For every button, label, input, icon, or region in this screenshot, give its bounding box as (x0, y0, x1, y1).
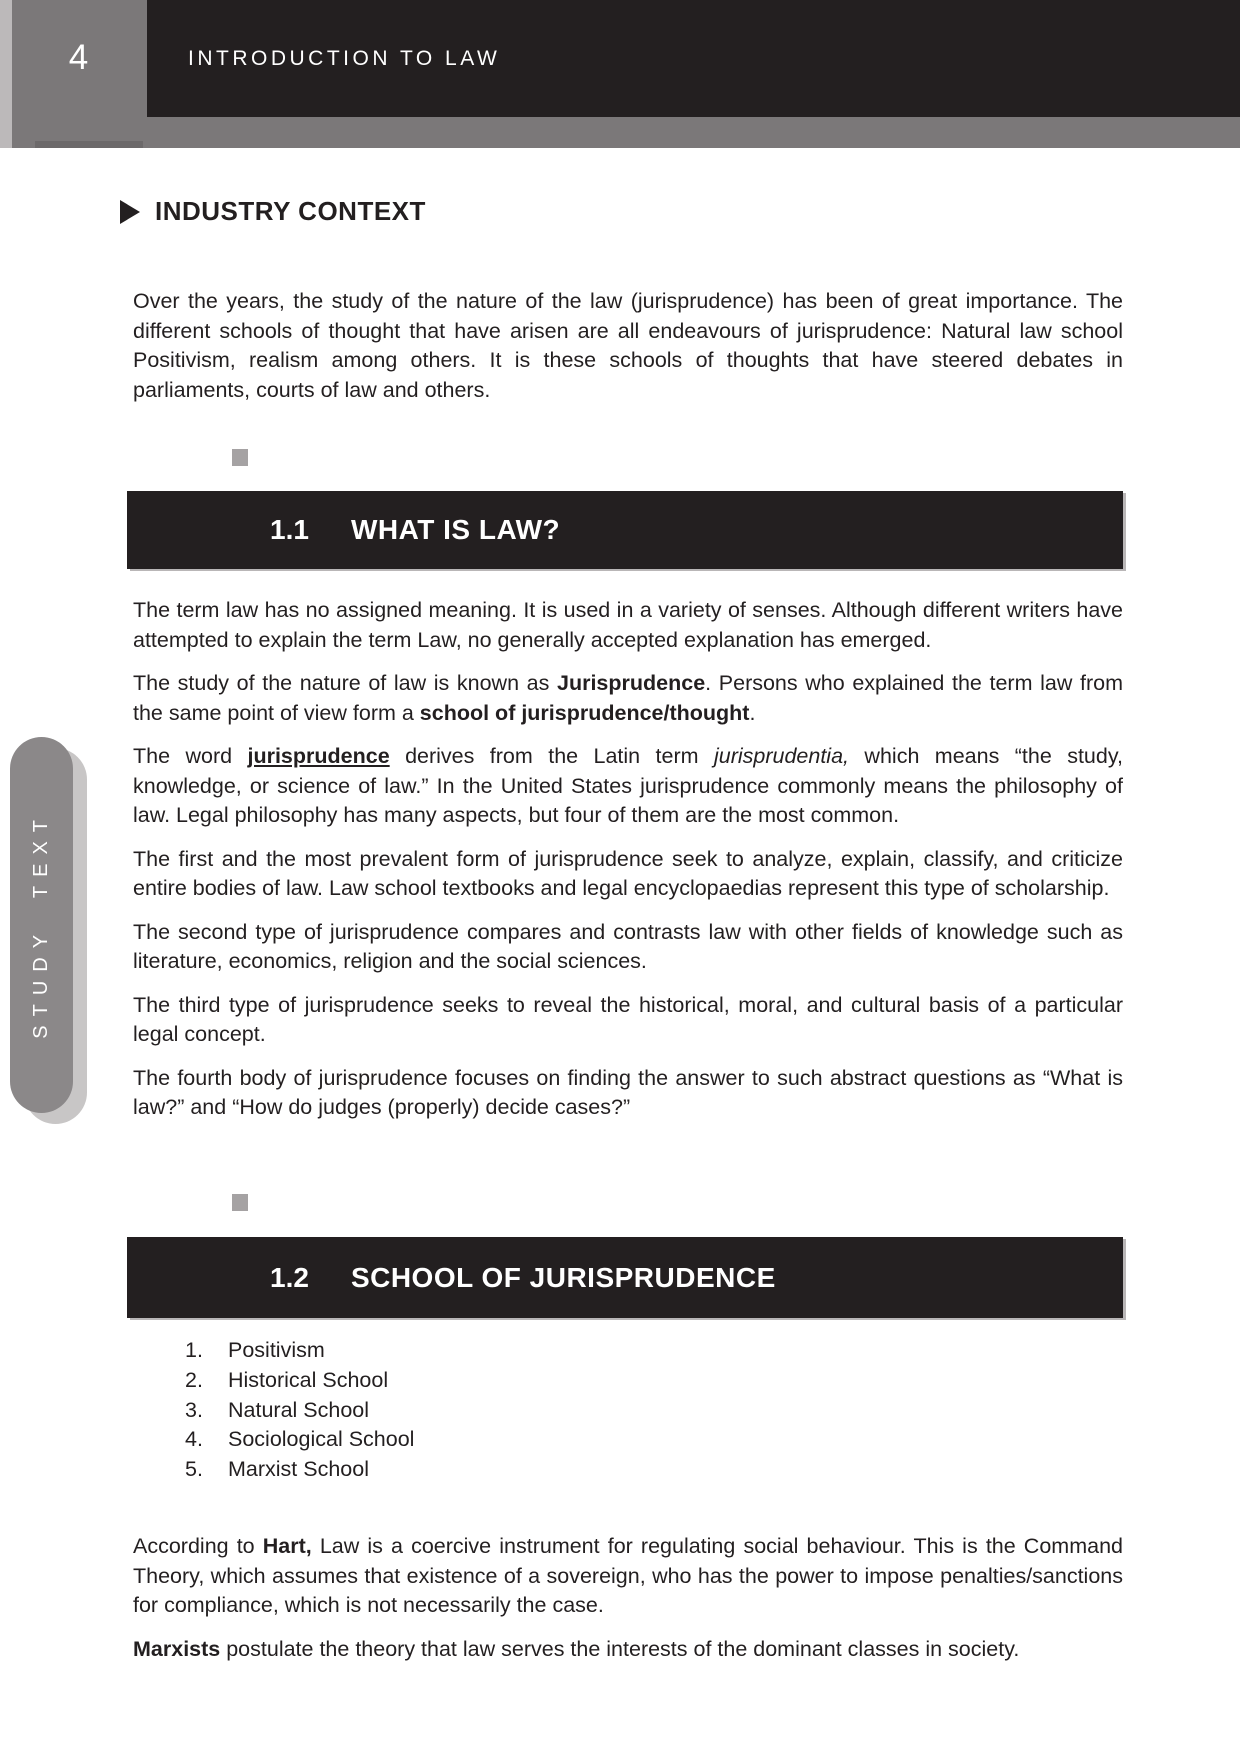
list-item-number: 3. (185, 1397, 203, 1422)
page-number: 4 (68, 38, 89, 77)
list-item-number: 4. (185, 1427, 203, 1452)
industry-context-heading (120, 196, 426, 227)
decor-square (232, 1194, 248, 1211)
paragraph: The term law has no assigned meaning. It is used in a variety of senses. Although different writers have attempted to explain the term Law, no generally accepted explanation has emerged. (133, 598, 1123, 652)
paragraph: The word jurisprudence derives from the Latin term jurisprudentia, which means “the study, knowledge, or science of law.” In the United States jurisprudence commonly means the philosophy of law. Legal philosophy has many aspects, but four of them are the most common. (133, 744, 1123, 827)
list-item-number: 1. (185, 1338, 203, 1362)
sidebar-tab-label: STUDY TEXT (30, 811, 52, 1039)
list-item (185, 1336, 414, 1366)
closing-body (133, 1532, 1123, 1678)
section-title: SCHOOL OF JURISPRUDENCE (350, 1261, 776, 1293)
section-title: WHAT IS LAW? (350, 514, 561, 545)
chapter-title: INTRODUCTION TO LAW (188, 47, 501, 70)
list-item-label: Historical School (228, 1367, 389, 1392)
list-item (185, 1366, 414, 1396)
list-item (185, 1455, 414, 1485)
section-heading-1-1 (127, 491, 1123, 569)
paragraph: The third type of jurisprudence seeks to reveal the historical, moral, and cultural basis of a particular legal concept. (133, 992, 1123, 1046)
paragraph: Marxists postulate the theory that law serves the interests of the dominant classes in society. (133, 1636, 1020, 1661)
sidebar-tab-study-text (10, 737, 73, 1113)
paragraph: The fourth body of jurisprudence focuses on finding the answer to such abstract questions as “What is law?” and “How do judges (properly) decide cases?” (133, 1065, 1123, 1119)
schools-list (185, 1336, 414, 1485)
paragraph: The second type of jurisprudence compares and contrasts law with other fields of knowledge such as literature, economics, religion and the social sciences. (133, 919, 1123, 973)
list-item-label: Positivism (228, 1338, 325, 1362)
list-item (185, 1425, 414, 1455)
arrow-right-icon (120, 200, 140, 224)
industry-context-label: INDUSTRY CONTEXT (155, 196, 426, 226)
list-item-label: Sociological School (228, 1427, 415, 1452)
list-item-label: Marxist School (228, 1457, 369, 1482)
header-corner-shadow (35, 141, 143, 148)
intro-paragraph: Over the years, the study of the nature of the law (jurisprudence) has been of great importance. The different schools of thought that have arisen are all endeavours of jurisprudence: Natural law school Positivism, realism among others. It is these schools of thoughts that have steered debates in parliaments, courts of law and others. (133, 289, 1123, 402)
list-item-number: 5. (185, 1457, 203, 1482)
section-heading-1-2 (127, 1237, 1123, 1318)
paragraph: The study of the nature of law is known as Jurisprudence. Persons who explained the term law from the same point of view form a school of jurisprudence/thought. (133, 671, 1123, 725)
list-item-number: 2. (185, 1367, 203, 1392)
list-item-label: Natural School (228, 1397, 370, 1422)
section-number: 1.2 (270, 1261, 309, 1293)
paragraph: According to Hart, Law is a coercive instrument for regulating social behaviour. This is the Command Theory, which assumes that existence of a sovereign, who has the power to impose penalties/sanctions for compliance, which is not necessarily the case. (133, 1534, 1123, 1617)
decor-square (232, 449, 248, 466)
list-item (185, 1396, 414, 1426)
paragraph: The first and the most prevalent form of jurisprudence seek to analyze, explain, classify, and criticize entire bodies of law. Law school textbooks and legal encyclopaedias represent this type of scholarship. (133, 846, 1123, 900)
section-number: 1.1 (270, 514, 309, 545)
section-body (133, 596, 1123, 1137)
